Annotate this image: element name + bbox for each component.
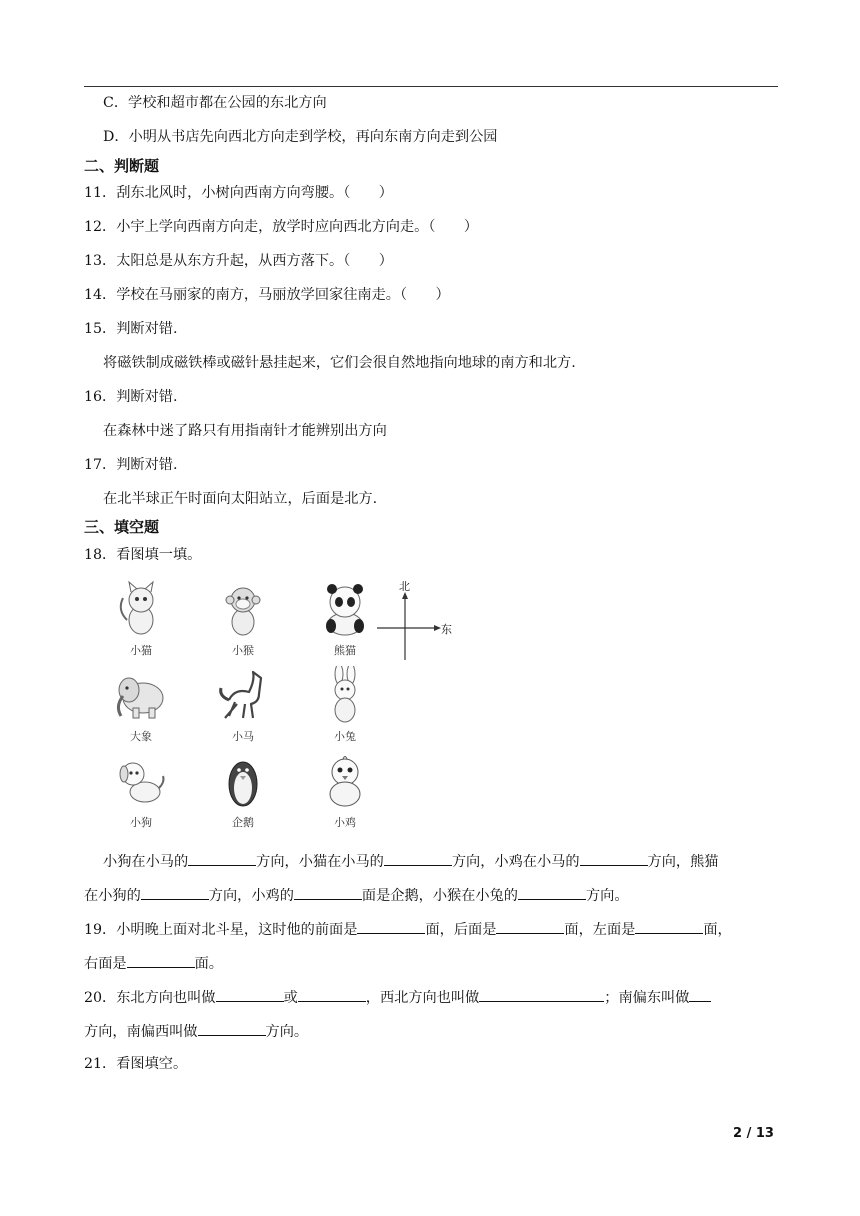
monkey-icon <box>215 580 271 638</box>
question-17-body: 在北半球正午时面向太阳站立，后面是北方. <box>103 491 378 507</box>
animal-chick <box>305 750 385 832</box>
text-segment: 方向，小鸡的 <box>208 888 294 904</box>
answer-blank[interactable] <box>496 918 564 934</box>
animal-label: 大象 <box>130 730 152 743</box>
animal-penguin <box>203 750 283 832</box>
question-14: 14．学校在马丽家的南方，马丽放学回家往南走。（ ） <box>84 287 450 303</box>
text-segment: 方向，熊猫 <box>647 854 719 870</box>
answer-blank[interactable] <box>357 918 425 934</box>
answer-blank[interactable] <box>580 850 648 866</box>
text-segment: 方向，小猫在小马的 <box>256 854 384 870</box>
question-20-line-1 <box>84 986 711 1008</box>
question-15: 15．判断对错. <box>84 321 178 337</box>
animal-elephant <box>101 664 181 746</box>
text-segment: 20．东北方向也叫做 <box>84 990 216 1006</box>
page-number: 2 / 13 <box>733 1126 774 1141</box>
animal-label: 小马 <box>232 730 254 743</box>
text-segment: ；南偏东叫做 <box>604 990 690 1006</box>
question-16: 16．判断对错. <box>84 389 178 405</box>
animal-label: 小猴 <box>232 644 254 657</box>
question-16-body: 在森林中迷了路只有用指南针才能辨别出方向 <box>103 423 387 439</box>
question-19-line-1 <box>84 918 732 940</box>
penguin-icon <box>215 752 271 810</box>
option-d: D．小明从书店先向西北方向走到学校，再向东南方向走到公园 <box>103 129 498 145</box>
question-19-line-2 <box>84 952 223 974</box>
text-segment: 方向。 <box>585 888 629 904</box>
animal-label: 小狗 <box>130 816 152 829</box>
answer-blank[interactable] <box>127 952 195 968</box>
animal-figure <box>95 578 475 834</box>
panda-icon <box>317 580 373 638</box>
text-segment: 方向。 <box>265 1024 309 1040</box>
text-segment: 面是企鹅，小猴在小兔的 <box>361 888 518 904</box>
question-17: 17．判断对错. <box>84 457 178 473</box>
answer-blank[interactable] <box>294 884 362 900</box>
text-segment: 或 <box>283 990 298 1006</box>
animal-label: 小猫 <box>130 644 152 657</box>
answer-blank[interactable] <box>689 986 711 1002</box>
question-18: 18．看图填一填。 <box>84 547 202 563</box>
compass <box>375 580 465 664</box>
text-segment: 右面是 <box>84 956 127 972</box>
chick-icon <box>317 752 373 810</box>
animal-horse <box>203 664 283 746</box>
question-12: 12．小宇上学向西南方向走，放学时应向西北方向走。（ ） <box>84 219 479 235</box>
question-18-line-2 <box>84 884 629 906</box>
answer-blank[interactable] <box>188 850 256 866</box>
section-heading-fill: 三、填空题 <box>84 518 160 536</box>
animal-cat <box>101 578 181 660</box>
animal-label: 小鸡 <box>334 816 356 829</box>
text-segment: 面，左面是 <box>564 922 636 938</box>
section-heading-judgement: 二、判断题 <box>84 157 160 175</box>
animal-label: 小兔 <box>334 730 356 743</box>
answer-blank[interactable] <box>298 986 366 1002</box>
question-20-line-2 <box>84 1020 308 1042</box>
animal-monkey <box>203 578 283 660</box>
animal-dog <box>101 750 181 832</box>
animal-rabbit <box>305 664 385 746</box>
answer-blank[interactable] <box>635 918 703 934</box>
rabbit-icon <box>317 666 373 724</box>
text-segment: 面。 <box>194 956 223 972</box>
question-15-body: 将磁铁制成磁铁棒或磁针悬挂起来，它们会很自然地指向地球的南方和北方. <box>103 355 576 371</box>
answer-blank[interactable] <box>198 1020 266 1036</box>
header-rule <box>84 86 778 87</box>
text-segment: 小狗在小马的 <box>103 854 189 870</box>
cat-icon <box>113 580 169 638</box>
elephant-icon <box>113 666 169 724</box>
answer-blank[interactable] <box>518 884 586 900</box>
answer-blank[interactable] <box>479 986 604 1002</box>
answer-blank[interactable] <box>141 884 209 900</box>
answer-blank[interactable] <box>384 850 452 866</box>
question-21: 21．看图填空。 <box>84 1056 188 1072</box>
text-segment: 面，后面是 <box>425 922 497 938</box>
text-segment: 在小狗的 <box>84 888 141 904</box>
question-11: 11．刮东北风时，小树向西南方向弯腰。（ ） <box>84 185 393 201</box>
dog-icon <box>113 752 169 810</box>
option-c: C．学校和超市都在公园的东北方向 <box>103 95 327 111</box>
text-segment: ，西北方向也叫做 <box>365 990 480 1006</box>
text-segment: 方向，小鸡在小马的 <box>451 854 580 870</box>
text-segment: 方向，南偏西叫做 <box>84 1024 198 1040</box>
question-18-line-1 <box>103 850 719 872</box>
compass-north-label: 北 <box>399 580 410 593</box>
animal-label: 熊猫 <box>334 644 356 657</box>
horse-icon <box>215 666 271 724</box>
text-segment: 19．小明晚上面对北斗星，这时他的前面是 <box>84 922 358 938</box>
answer-blank[interactable] <box>216 986 284 1002</box>
compass-east-label: 东 <box>441 623 452 636</box>
question-13: 13．太阳总是从东方升起，从西方落下。（ ） <box>84 253 393 269</box>
animal-panda <box>305 578 385 660</box>
animal-label: 企鹅 <box>232 816 254 829</box>
text-segment: 面， <box>703 922 732 938</box>
